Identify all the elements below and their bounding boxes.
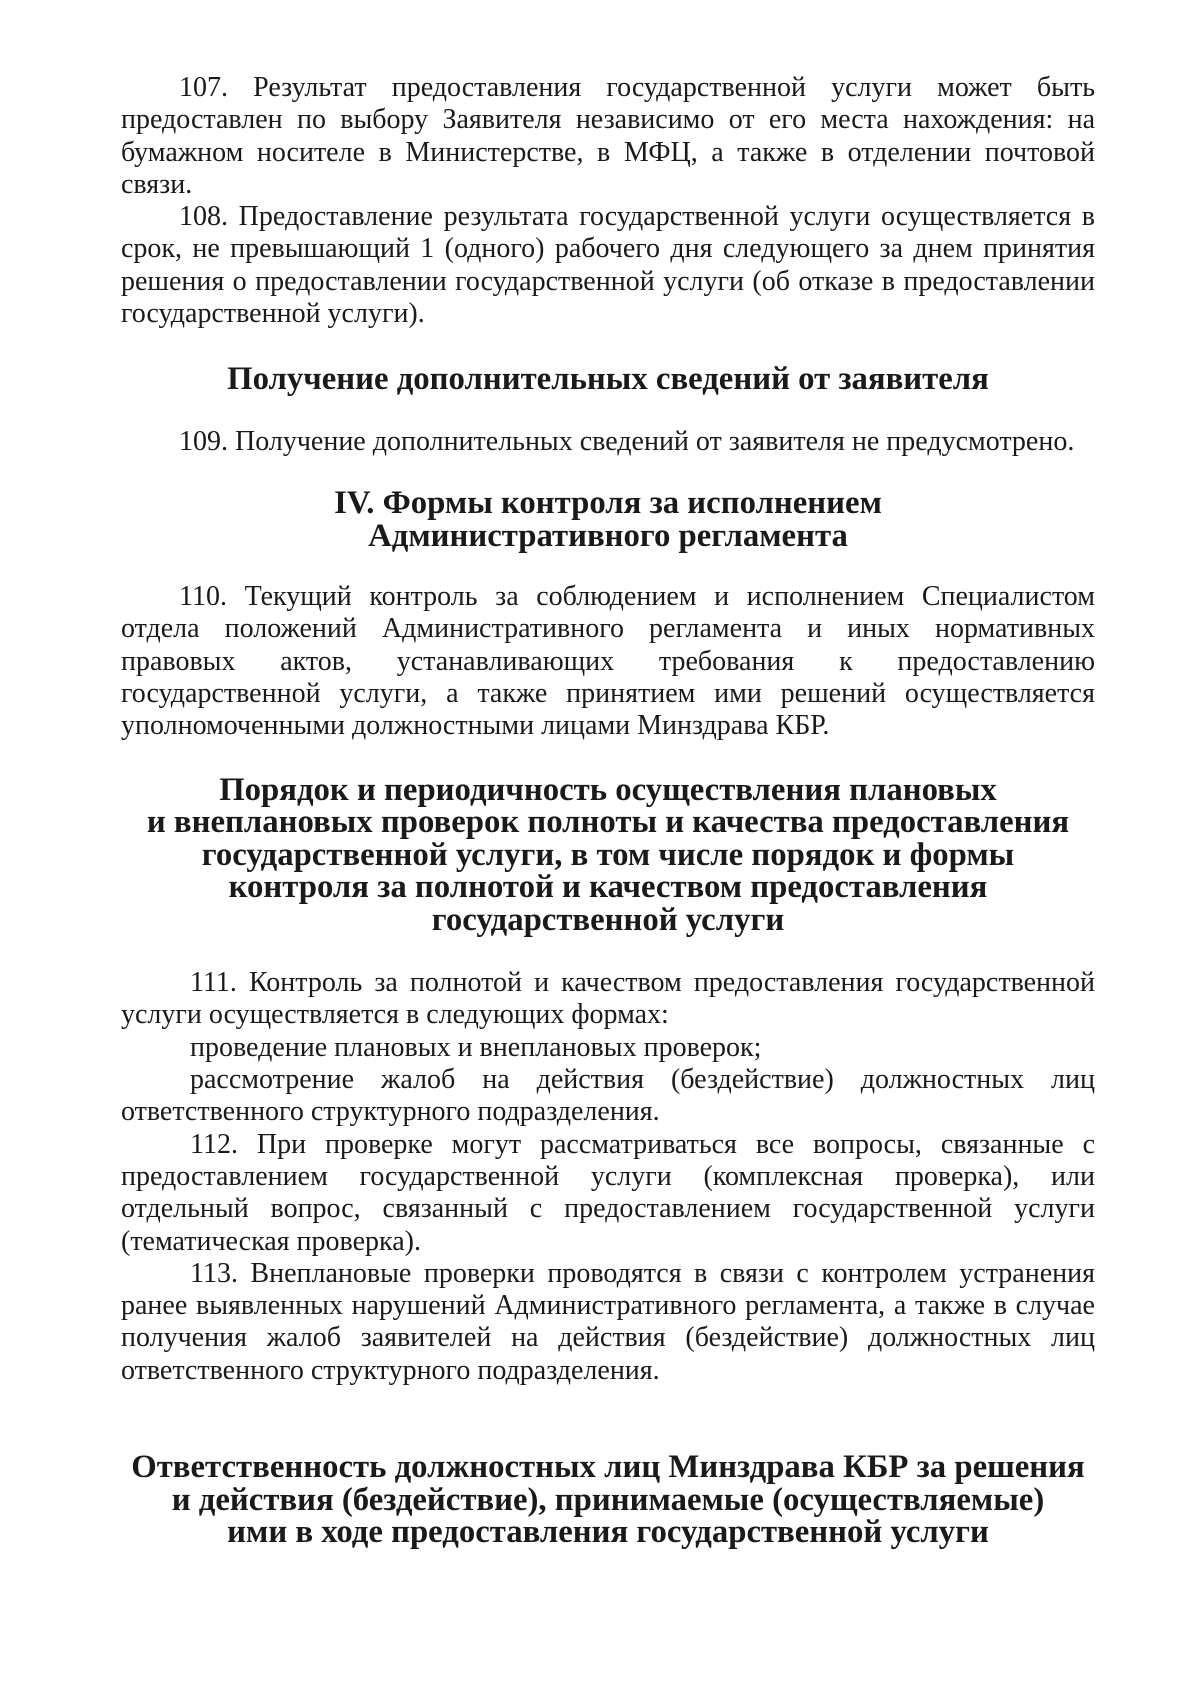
heading-additional-info [121, 363, 1095, 396]
paragraph-112: 112. При проверке могут рассматриваться все вопросы, связанные с предоставлением государственной услуги (комплексная проверка), или отдельный вопрос, связанный с предоставлением государственной услуги (тематическая проверка). [121, 1128, 1095, 1257]
heading-section-iv [121, 487, 1095, 552]
heading-line: Порядок и периодичность осуществления плановых [219, 771, 997, 808]
paragraph-111: 111. Контроль за полнотой и качеством предоставления государственной услуги осуществляется в следующих формах: [121, 967, 1095, 1031]
document-page [121, 72, 1095, 1549]
heading-line: Ответственность должностных лиц Минздрава КБР за решения [131, 1449, 1085, 1486]
heading-line: Административного регламента [368, 517, 848, 554]
paragraph-108: 108. Предоставление результата государственной услуги осуществляется в срок, не превышающий 1 (одного) рабочего дня следующего за днем принятия решения о предоставлении государственной услуги (об отказе в предоставлении государственной услуги). [121, 201, 1095, 330]
list-item: проведение плановых и внеплановых проверок; [190, 1031, 762, 1063]
heading-line: Получение дополнительных сведений от заявителя [227, 361, 989, 398]
paragraph-110: 110. Текущий контроль за соблюдением и исполнением Специалистом отдела положений Административного регламента и иных нормативных правовых актов, устанавливающих требования к предоставлению государственной услуги, а также принятием ими решений осуществляется уполномоченными должностными лицами Минздрава КБР. [121, 581, 1095, 742]
paragraph-109: 109. Получение дополнительных сведений от заявителя не предусмотрено. [179, 425, 1075, 457]
paragraph-107: 107. Результат предоставления государственной услуги может быть предоставлен по выбору Заявителя независимо от его места нахождения: на бумажном носителе в Министерстве, в МФЦ, а также в отделении почтовой связи. [121, 72, 1095, 200]
heading-responsibility [121, 1451, 1095, 1549]
heading-line: и действия (бездействие), принимаемые (осуществляемые) [171, 1481, 1045, 1518]
heading-inspections [121, 771, 1095, 938]
heading-line: контроля за полнотой и качеством предоставления [228, 869, 988, 906]
paragraph-113: 113. Внеплановые проверки проводятся в связи с контролем устранения ранее выявленных нарушений Административного регламента, а также в случае получения жалоб заявителей на действия (бездействие) должностных лиц ответственного структурного подразделения. [121, 1257, 1095, 1386]
heading-line: государственной услуги [431, 901, 785, 938]
heading-line: IV. Формы контроля за исполнением [334, 485, 882, 522]
heading-line: ими в ходе предоставления государственной услуги [227, 1514, 989, 1551]
list-item: рассмотрение жалоб на действия (бездействие) должностных лиц ответственного структурного подразделения. [121, 1064, 1095, 1128]
heading-line: государственной услуги, в том числе порядок и формы [201, 836, 1015, 873]
heading-line: и внеплановых проверок полноты и качества предоставления [146, 804, 1070, 841]
